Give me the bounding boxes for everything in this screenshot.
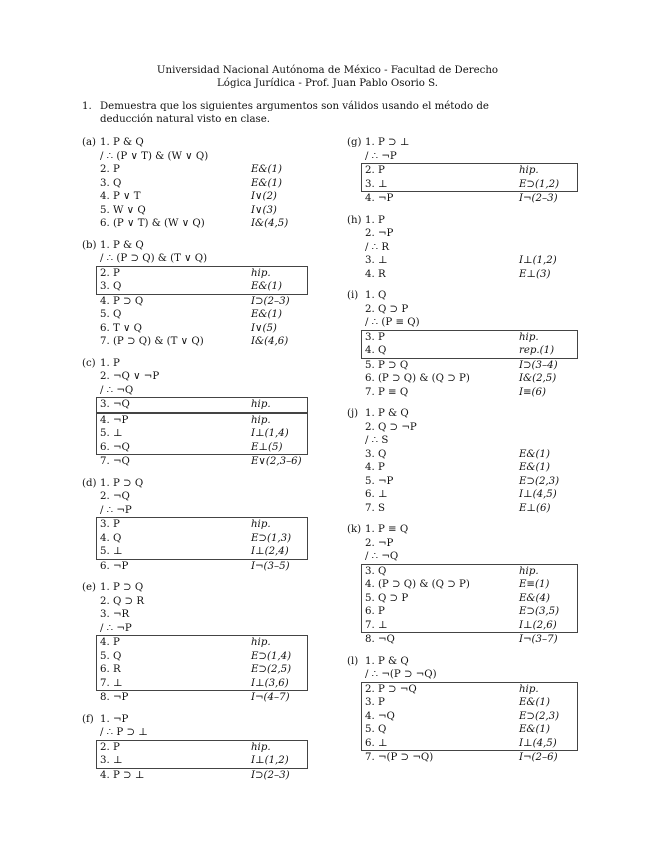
proof-line bbox=[347, 488, 578, 502]
proof-line bbox=[347, 359, 578, 373]
proof-line bbox=[347, 136, 578, 150]
proof-line bbox=[82, 490, 308, 504]
exercise-text-line: deducción natural visto en clase. bbox=[100, 114, 271, 125]
proof-line bbox=[97, 677, 307, 691]
proof-statement: 2. P bbox=[365, 165, 385, 176]
proof-line bbox=[97, 414, 307, 428]
proof-statement: 7. ¬Q bbox=[100, 456, 130, 467]
proof-justification: hip. bbox=[251, 414, 271, 426]
proof-justification: I⊥(1,2) bbox=[251, 755, 289, 766]
exercise-number: 1. bbox=[82, 101, 92, 112]
proof-line bbox=[97, 754, 307, 768]
proof-statement: 5. ¬P bbox=[365, 475, 394, 487]
proof-statement: / ∴ S bbox=[365, 435, 389, 446]
proof-statement: 2. Q ⊃ ¬P bbox=[365, 421, 417, 433]
proof-line bbox=[347, 421, 578, 435]
proof-justification: I⊥(4,5) bbox=[519, 737, 557, 749]
proof-statement: 5. ⊥ bbox=[100, 546, 123, 557]
proof-statement: 3. ¬Q bbox=[100, 399, 130, 410]
proof-statement: 3. ⊥ bbox=[365, 255, 388, 266]
proof-problem bbox=[82, 477, 308, 574]
proof-statement: / ∴ ¬Q bbox=[100, 384, 134, 396]
proof-line bbox=[97, 663, 307, 677]
proof-line bbox=[97, 650, 307, 664]
proof-line bbox=[362, 683, 577, 697]
proof-justification: I⊥(4,5) bbox=[519, 489, 557, 500]
proof-statement: 6. ⊥ bbox=[365, 489, 388, 500]
proof-statement: 5. P ⊃ Q bbox=[365, 359, 409, 371]
proof-problem bbox=[347, 136, 578, 206]
proof-line bbox=[347, 316, 578, 330]
problem-label: (a) bbox=[82, 137, 97, 148]
proof-statement: 5. Q bbox=[100, 309, 122, 320]
proof-statement: 3. ⊥ bbox=[100, 755, 123, 766]
proof-line bbox=[347, 407, 578, 421]
proof-block bbox=[82, 581, 308, 635]
proof-statement: 4. R bbox=[365, 268, 386, 280]
proof-line bbox=[82, 622, 308, 636]
proof-statement: 2. ¬Q ∨ ¬P bbox=[100, 371, 160, 382]
proof-line bbox=[97, 545, 307, 559]
proof-justification: I⊥(1,4) bbox=[251, 428, 289, 439]
proof-justification: I∨(3) bbox=[251, 204, 277, 216]
proof-line bbox=[82, 190, 308, 204]
proof-justification: I≡(6) bbox=[519, 386, 546, 398]
proof-problem bbox=[347, 214, 578, 282]
left-column bbox=[82, 136, 308, 790]
problem-label: (b) bbox=[82, 239, 97, 251]
proof-statement: 6. T ∨ Q bbox=[100, 322, 143, 334]
proof-line bbox=[362, 710, 577, 724]
proof-line bbox=[362, 164, 577, 178]
proof-line bbox=[347, 475, 578, 489]
proof-justification: I∨(2) bbox=[251, 191, 277, 202]
proof-justification: E&(1) bbox=[251, 164, 282, 175]
proof-line bbox=[347, 289, 578, 303]
proof-block bbox=[82, 136, 308, 231]
subproof-box bbox=[96, 413, 308, 456]
proof-statement: / ∴ ¬(P ⊃ ¬Q) bbox=[365, 669, 437, 680]
proof-statement: 5. Q bbox=[100, 650, 122, 662]
proof-problem bbox=[82, 357, 308, 469]
proof-statement: 2. P bbox=[100, 267, 120, 279]
proof-block bbox=[82, 691, 308, 705]
subproof-box bbox=[361, 682, 578, 752]
proof-statement: 3. P bbox=[365, 697, 385, 708]
proof-line bbox=[82, 595, 308, 609]
proof-line bbox=[97, 741, 307, 755]
problem-label: (j) bbox=[347, 408, 359, 419]
proof-justification: I⊃(2–3) bbox=[251, 769, 290, 781]
proof-statement: / ∴ P ⊃ ⊥ bbox=[100, 727, 148, 738]
proof-line bbox=[97, 280, 307, 294]
proof-statement: 1. P bbox=[100, 357, 120, 369]
proof-statement: 7. ⊥ bbox=[100, 677, 123, 689]
proof-statement: 5. Q ⊃ P bbox=[365, 592, 409, 604]
proof-justification: E⊥(6) bbox=[519, 502, 551, 514]
proof-justification: E≡(1) bbox=[519, 579, 550, 590]
proof-justification: hip. bbox=[251, 741, 271, 753]
proof-statement: 3. Q bbox=[100, 281, 122, 292]
proof-justification: E⊃(2,5) bbox=[251, 664, 292, 675]
proof-statement: 3. P bbox=[365, 331, 385, 343]
proof-line bbox=[347, 751, 578, 765]
proof-line bbox=[362, 565, 577, 579]
proof-statement: / ∴ ¬P bbox=[100, 504, 132, 516]
exercise-text bbox=[100, 100, 500, 126]
proof-justification: hip. bbox=[251, 519, 271, 530]
proof-line bbox=[347, 448, 578, 462]
proof-block bbox=[347, 359, 578, 400]
proof-line bbox=[347, 372, 578, 386]
proof-statement: 1. P ⊃ Q bbox=[100, 477, 144, 489]
problem-label: (g) bbox=[347, 137, 362, 148]
proof-statement: 4. (P ⊃ Q) & (Q ⊃ P) bbox=[365, 579, 470, 590]
exercise-text-line: Demuestra que los siguientes argumentos son válidos usando el método de bbox=[100, 101, 489, 112]
problem-label: (l) bbox=[347, 655, 359, 667]
proof-statement: 6. P bbox=[365, 606, 385, 617]
proof-line bbox=[82, 455, 308, 469]
proof-statement: / ∴ ¬P bbox=[100, 622, 132, 634]
proof-line bbox=[362, 178, 577, 192]
proof-block bbox=[82, 477, 308, 518]
proof-justification: I¬(4–7) bbox=[251, 692, 290, 703]
problem-label: (k) bbox=[347, 524, 362, 535]
proof-statement: 1. P ⊃ ⊥ bbox=[365, 137, 410, 148]
proof-justification: hip. bbox=[519, 331, 539, 343]
proof-statement: 1. P & Q bbox=[100, 137, 144, 148]
proof-line bbox=[362, 331, 577, 345]
proof-line bbox=[82, 477, 308, 491]
subproof-box bbox=[96, 266, 308, 295]
proof-line bbox=[347, 668, 578, 682]
proof-line bbox=[97, 441, 307, 455]
proof-block bbox=[347, 523, 578, 564]
proof-line bbox=[362, 592, 577, 606]
proof-line bbox=[347, 655, 578, 669]
proof-line bbox=[362, 578, 577, 592]
proof-justification: I⊃(3–4) bbox=[519, 359, 558, 371]
proof-problem bbox=[347, 523, 578, 647]
proof-justification: I∨(5) bbox=[251, 322, 277, 334]
proof-statement: 7. S bbox=[365, 502, 385, 514]
proof-statement: / ∴ ¬Q bbox=[365, 551, 399, 562]
proof-line bbox=[82, 335, 308, 349]
proof-statement: / ∴ (P ⊃ Q) & (T ∨ Q) bbox=[100, 253, 208, 264]
proof-justification: hip. bbox=[251, 399, 271, 410]
proof-block bbox=[82, 713, 308, 740]
proof-line bbox=[347, 633, 578, 647]
proof-statement: 8. ¬Q bbox=[365, 634, 395, 645]
proof-line bbox=[347, 214, 578, 228]
proof-line bbox=[362, 723, 577, 737]
proof-line bbox=[97, 518, 307, 532]
proof-block bbox=[347, 136, 578, 163]
proof-line bbox=[347, 537, 578, 551]
proof-statement: 5. W ∨ Q bbox=[100, 204, 146, 216]
proof-statement: 7. ¬(P ⊃ ¬Q) bbox=[365, 752, 434, 763]
proof-line bbox=[347, 386, 578, 400]
proof-block bbox=[82, 295, 308, 349]
proof-justification: I&(4,5) bbox=[251, 218, 289, 229]
proof-justification: E&(1) bbox=[519, 724, 550, 735]
proof-statement: 4. ¬Q bbox=[365, 710, 395, 722]
proof-justification: rep.(1) bbox=[519, 345, 555, 356]
proof-line bbox=[82, 163, 308, 177]
proof-line bbox=[347, 150, 578, 164]
proof-line bbox=[82, 177, 308, 191]
proof-line bbox=[347, 268, 578, 282]
proof-statement: 2. P bbox=[100, 741, 120, 753]
subproof-box bbox=[361, 330, 578, 359]
proof-justification: I⊥(3,6) bbox=[251, 677, 289, 689]
proof-line bbox=[82, 608, 308, 622]
proof-statement: 3. Q bbox=[365, 565, 387, 577]
proof-block bbox=[82, 560, 308, 574]
proof-line bbox=[82, 581, 308, 595]
proof-problem bbox=[82, 136, 308, 231]
proof-line bbox=[82, 308, 308, 322]
proof-justification: E∨(2,3–6) bbox=[251, 456, 302, 467]
proof-statement: 1. P & Q bbox=[100, 239, 144, 251]
proof-line bbox=[347, 227, 578, 241]
proof-statement: / ∴ R bbox=[365, 241, 390, 253]
proof-justification: E⊥(3) bbox=[519, 268, 551, 280]
subproof-box bbox=[361, 564, 578, 634]
proof-statement: 1. P & Q bbox=[365, 655, 409, 667]
proof-statement: 1. ¬P bbox=[100, 713, 129, 725]
proof-block bbox=[82, 357, 308, 398]
proof-block bbox=[347, 633, 578, 647]
proof-line bbox=[347, 523, 578, 537]
proof-justification: E&(1) bbox=[519, 462, 550, 473]
proof-statement: 1. P bbox=[365, 214, 385, 226]
proof-justification: E⊃(1,3) bbox=[251, 532, 292, 544]
proof-line bbox=[82, 713, 308, 727]
proof-line bbox=[347, 241, 578, 255]
proof-justification: hip. bbox=[251, 637, 271, 648]
problem-label: (e) bbox=[82, 582, 96, 593]
proof-statement: 6. ⊥ bbox=[365, 737, 388, 749]
proof-statement: 1. P & Q bbox=[365, 408, 409, 419]
proof-line bbox=[82, 691, 308, 705]
proof-problem bbox=[347, 407, 578, 515]
proof-justification: E⊃(1,2) bbox=[519, 178, 560, 190]
subproof-box bbox=[361, 163, 578, 192]
proof-block bbox=[347, 289, 578, 330]
proof-block bbox=[82, 455, 308, 469]
problem-label: (i) bbox=[347, 290, 359, 301]
proof-block bbox=[347, 407, 578, 515]
proof-line bbox=[82, 769, 308, 783]
proof-justification: E&(1) bbox=[519, 697, 550, 708]
proof-statement: 3. ⊥ bbox=[365, 178, 388, 190]
proof-statement: 1. P ≡ Q bbox=[365, 524, 409, 535]
problem-label: (f) bbox=[82, 713, 94, 725]
proof-statement: / ∴ (P ∨ T) & (W ∨ Q) bbox=[100, 150, 209, 162]
proof-justification: E⊃(1,4) bbox=[251, 650, 292, 662]
proof-justification: I¬(3–7) bbox=[519, 634, 558, 645]
proof-justification: I⊥(2,4) bbox=[251, 546, 289, 557]
proof-statement: 3. P bbox=[100, 519, 120, 530]
proof-statement: 3. Q bbox=[100, 177, 122, 189]
subproof-box bbox=[96, 635, 308, 691]
proof-justification: E&(1) bbox=[251, 177, 282, 189]
proof-statement: / ∴ ¬P bbox=[365, 150, 397, 162]
proof-statement: 2. ¬P bbox=[365, 537, 394, 549]
proof-justification: E⊃(2,3) bbox=[519, 475, 560, 487]
proof-line bbox=[82, 504, 308, 518]
proof-justification: I¬(3–5) bbox=[251, 560, 290, 572]
proof-line bbox=[82, 217, 308, 231]
proof-line bbox=[82, 560, 308, 574]
proof-statement: 4. Q bbox=[100, 532, 122, 544]
proof-statement: 4. P ∨ T bbox=[100, 191, 141, 202]
proof-problem bbox=[347, 655, 578, 765]
proof-line bbox=[82, 384, 308, 398]
proof-statement: 4. ¬P bbox=[100, 414, 129, 426]
proof-line bbox=[347, 550, 578, 564]
proof-justification: hip. bbox=[519, 565, 539, 577]
proof-statement: 6. ¬P bbox=[100, 560, 129, 572]
proof-justification: I¬(2–6) bbox=[519, 752, 558, 763]
proof-block bbox=[347, 655, 578, 682]
proof-statement: 6. ¬Q bbox=[100, 441, 130, 453]
proof-statement: 4. ¬P bbox=[365, 193, 394, 204]
right-column bbox=[347, 136, 578, 773]
proof-line bbox=[362, 344, 577, 358]
proof-statement: 5. Q bbox=[365, 724, 387, 735]
proof-statement: 2. Q ⊃ P bbox=[365, 303, 409, 315]
proof-line bbox=[82, 726, 308, 740]
proof-statement: 5. ⊥ bbox=[100, 428, 123, 439]
proof-justification: E⊥(5) bbox=[251, 441, 283, 453]
proof-block bbox=[82, 769, 308, 783]
proof-justification: E⊃(2,3) bbox=[519, 710, 560, 722]
proof-justification: E&(1) bbox=[251, 309, 282, 320]
proof-statement: 2. Q ⊃ R bbox=[100, 595, 144, 607]
proof-statement: 1. P ⊃ Q bbox=[100, 582, 144, 593]
proof-block bbox=[82, 239, 308, 266]
document-header bbox=[0, 64, 655, 90]
proof-justification: I&(4,6) bbox=[251, 336, 289, 347]
proof-justification: E&(4) bbox=[519, 592, 550, 604]
proof-line bbox=[82, 204, 308, 218]
proof-block bbox=[347, 214, 578, 282]
subproof-box bbox=[96, 740, 308, 769]
proof-line bbox=[362, 737, 577, 751]
problem-label: (h) bbox=[347, 214, 362, 226]
problem-label: (c) bbox=[82, 357, 96, 369]
proof-statement: 3. Q bbox=[365, 448, 387, 460]
header-course: Lógica Jurídica - Prof. Juan Pablo Osorio S. bbox=[217, 78, 438, 89]
proof-line bbox=[82, 295, 308, 309]
proof-line bbox=[82, 150, 308, 164]
proof-statement: 7. (P ⊃ Q) & (T ∨ Q) bbox=[100, 336, 204, 347]
proof-justification: I¬(2–3) bbox=[519, 193, 558, 204]
proof-statement: 1. Q bbox=[365, 290, 387, 301]
proof-line bbox=[362, 696, 577, 710]
subproof-box bbox=[96, 397, 308, 413]
proof-line bbox=[347, 461, 578, 475]
proof-line bbox=[97, 427, 307, 441]
proof-statement: 6. R bbox=[100, 664, 121, 675]
proof-justification: E⊃(3,5) bbox=[519, 606, 560, 617]
proof-justification: I&(2,5) bbox=[519, 373, 557, 384]
proof-statement: 6. (P ∨ T) & (W ∨ Q) bbox=[100, 218, 205, 229]
proof-line bbox=[362, 605, 577, 619]
proof-line bbox=[97, 532, 307, 546]
proof-justification: I⊥(1,2) bbox=[519, 255, 557, 266]
proof-problem bbox=[347, 289, 578, 399]
proof-justification: hip. bbox=[251, 267, 271, 279]
proof-statement: 4. P ⊃ ⊥ bbox=[100, 769, 145, 781]
problem-label: (d) bbox=[82, 477, 97, 489]
proof-line bbox=[82, 357, 308, 371]
proof-block bbox=[347, 192, 578, 206]
proof-statement: 2. ¬P bbox=[365, 228, 394, 239]
proof-justification: I⊥(2,6) bbox=[519, 619, 557, 631]
proof-line bbox=[347, 192, 578, 206]
proof-statement: 4. P bbox=[365, 462, 385, 473]
proof-statement: 3. ¬R bbox=[100, 609, 130, 620]
proof-line bbox=[82, 322, 308, 336]
proof-problem bbox=[82, 713, 308, 783]
proof-statement: 2. P ⊃ ¬Q bbox=[365, 683, 417, 695]
proof-statement: 2. ¬Q bbox=[100, 491, 130, 502]
proof-statement: 8. ¬P bbox=[100, 692, 129, 703]
proof-statement: 4. Q bbox=[365, 345, 387, 356]
proof-line bbox=[347, 434, 578, 448]
subproof-box bbox=[96, 517, 308, 560]
proof-statement: 7. ⊥ bbox=[365, 619, 388, 631]
proof-line bbox=[82, 252, 308, 266]
proof-line bbox=[97, 636, 307, 650]
proof-justification: I⊃(2–3) bbox=[251, 295, 290, 307]
proof-justification: E&(1) bbox=[519, 448, 550, 460]
proof-statement: / ∴ (P ≡ Q) bbox=[365, 317, 420, 328]
proof-block bbox=[347, 751, 578, 765]
proof-line bbox=[82, 370, 308, 384]
proof-line bbox=[97, 267, 307, 281]
proof-justification: E&(1) bbox=[251, 281, 282, 292]
proof-line bbox=[82, 239, 308, 253]
proof-statement: 4. P bbox=[100, 637, 120, 648]
proof-line bbox=[97, 398, 307, 412]
proof-justification: hip. bbox=[519, 683, 539, 695]
header-institution: Universidad Nacional Autónoma de México - Facultad de Derecho bbox=[156, 65, 499, 76]
proof-line bbox=[362, 619, 577, 633]
proof-problem bbox=[82, 239, 308, 349]
proof-statement: 2. P bbox=[100, 164, 120, 175]
proof-statement: 7. P ≡ Q bbox=[365, 386, 409, 398]
proof-line bbox=[347, 254, 578, 268]
proof-statement: 6. (P ⊃ Q) & (Q ⊃ P) bbox=[365, 373, 470, 384]
proof-line bbox=[82, 136, 308, 150]
proof-statement: 4. P ⊃ Q bbox=[100, 295, 144, 307]
proof-problem bbox=[82, 581, 308, 705]
proof-line bbox=[347, 303, 578, 317]
proof-justification: hip. bbox=[519, 165, 539, 176]
proof-line bbox=[347, 502, 578, 516]
